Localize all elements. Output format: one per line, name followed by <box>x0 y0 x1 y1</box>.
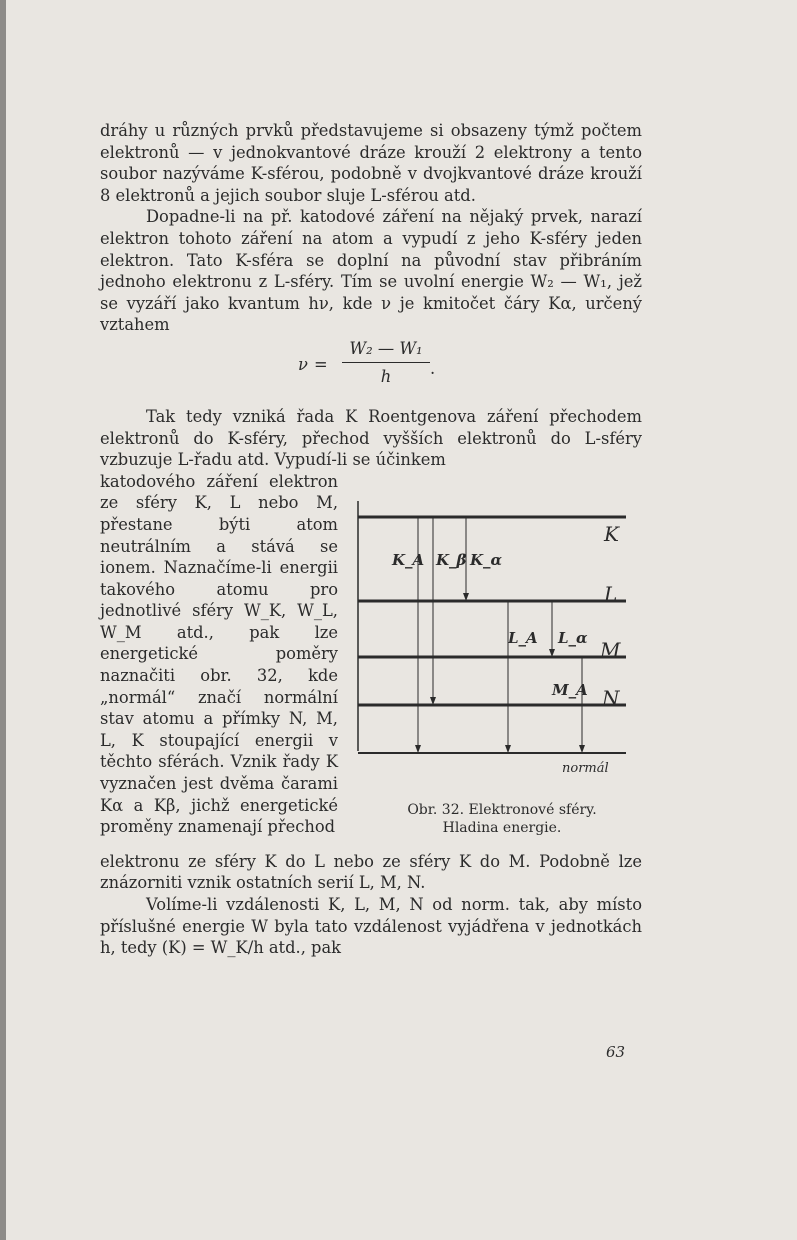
page-number: 63 <box>606 1043 626 1061</box>
formula-period: . <box>430 358 436 378</box>
arrow-label-m-a: M_A <box>552 680 588 699</box>
paragraph-3-narrow: katodového záření elektron ze sféry K, L nebo M, přestane býti atom neutrálním a stává se ionem. Naznačíme-li energii takového atomu pro jednotlivé sféry W_K, W_L, W_M atd., pak lze energetické poměry naznačiti obr. 32, kde „normál“ značí normální stav atomu a přímky N, M, L, K stoupající energii v těchto sférách. Vznik řady K vyznačen jest dvěma čarami Kα a Kβ, jichž energetické proměny znamenají přechod <box>100 471 338 837</box>
formula-numerator: W₂ — W₁ <box>342 338 430 363</box>
figure-wrap-area <box>100 471 642 851</box>
level-label-m: M <box>600 637 621 662</box>
level-label-l: L <box>604 581 618 606</box>
formula-denominator: h <box>380 366 392 386</box>
level-label-k: K <box>604 521 619 546</box>
energy-level-diagram <box>356 489 632 809</box>
figure-caption <box>362 801 642 837</box>
paragraph-2: Dopadne-li na př. katodové záření na nějaký prvek, narazí elektron tohoto záření na atom a vypudí z jeho K-sféry jeden elektron. Tato K-sféra se doplní na původní stav přibráním jednoho elektronu z L-sféry. Tím se uvolní energie W₂ — W₁, jež se vyzáří jako kvantum hν, kde ν je kmitočet čáry Kα, určený vztahem <box>100 207 642 335</box>
level-label-n: N <box>602 685 620 710</box>
arrow-label-l-alpha: L_α <box>558 628 588 647</box>
formula-fraction <box>342 338 430 387</box>
paragraph-1: dráhy u různých prvků představujeme si obsazeny týmž počtem elektronů — v jednokvantové dráze krouží 2 elektrony a tento soubor nazýváme K-sférou, podobně v dvojkvantové dráze krouží 8 elektronů a jejich soubor sluje L-sférou atd. <box>100 121 642 205</box>
figure-caption-line-2: Hladina energie. <box>442 819 562 836</box>
formula-lhs: ν <box>298 354 308 374</box>
arrow-label-l-a: L_A <box>508 628 538 647</box>
arrow-label-k-beta: K_β <box>436 550 467 569</box>
arrow-label-k-alpha: K_α <box>470 550 503 569</box>
formula-equals: = <box>314 354 328 374</box>
paragraph-3: Tak tedy vzniká řada K Roentgenova záření přechodem elektronů do K-sféry, přechod vyšších elektronů do L-sféry vzbuzuje L-řadu atd. Vypudí-li se účinkem <box>100 406 642 470</box>
figure-caption-line-1: Obr. 32. Elektronové sféry. <box>407 801 597 818</box>
paragraph-3-continued: elektronu ze sféry K do L nebo ze sféry K do M. Podobně lze znázorniti vznik ostatních serií L, M, N. <box>100 851 642 893</box>
page-body <box>100 120 642 959</box>
paragraph-4: Volíme-li vzdálenosti K, L, M, N od norm. tak, aby místo příslušné energie W byla tato vzdálenost vyjádřena v jednotkách h, tedy (K) = W_K/h atd., pak <box>100 894 642 958</box>
page-binding-edge <box>0 0 6 1240</box>
formula <box>100 338 642 396</box>
bottom-label-normal: normál <box>562 760 609 776</box>
arrow-label-k-a: K_A <box>392 550 425 569</box>
